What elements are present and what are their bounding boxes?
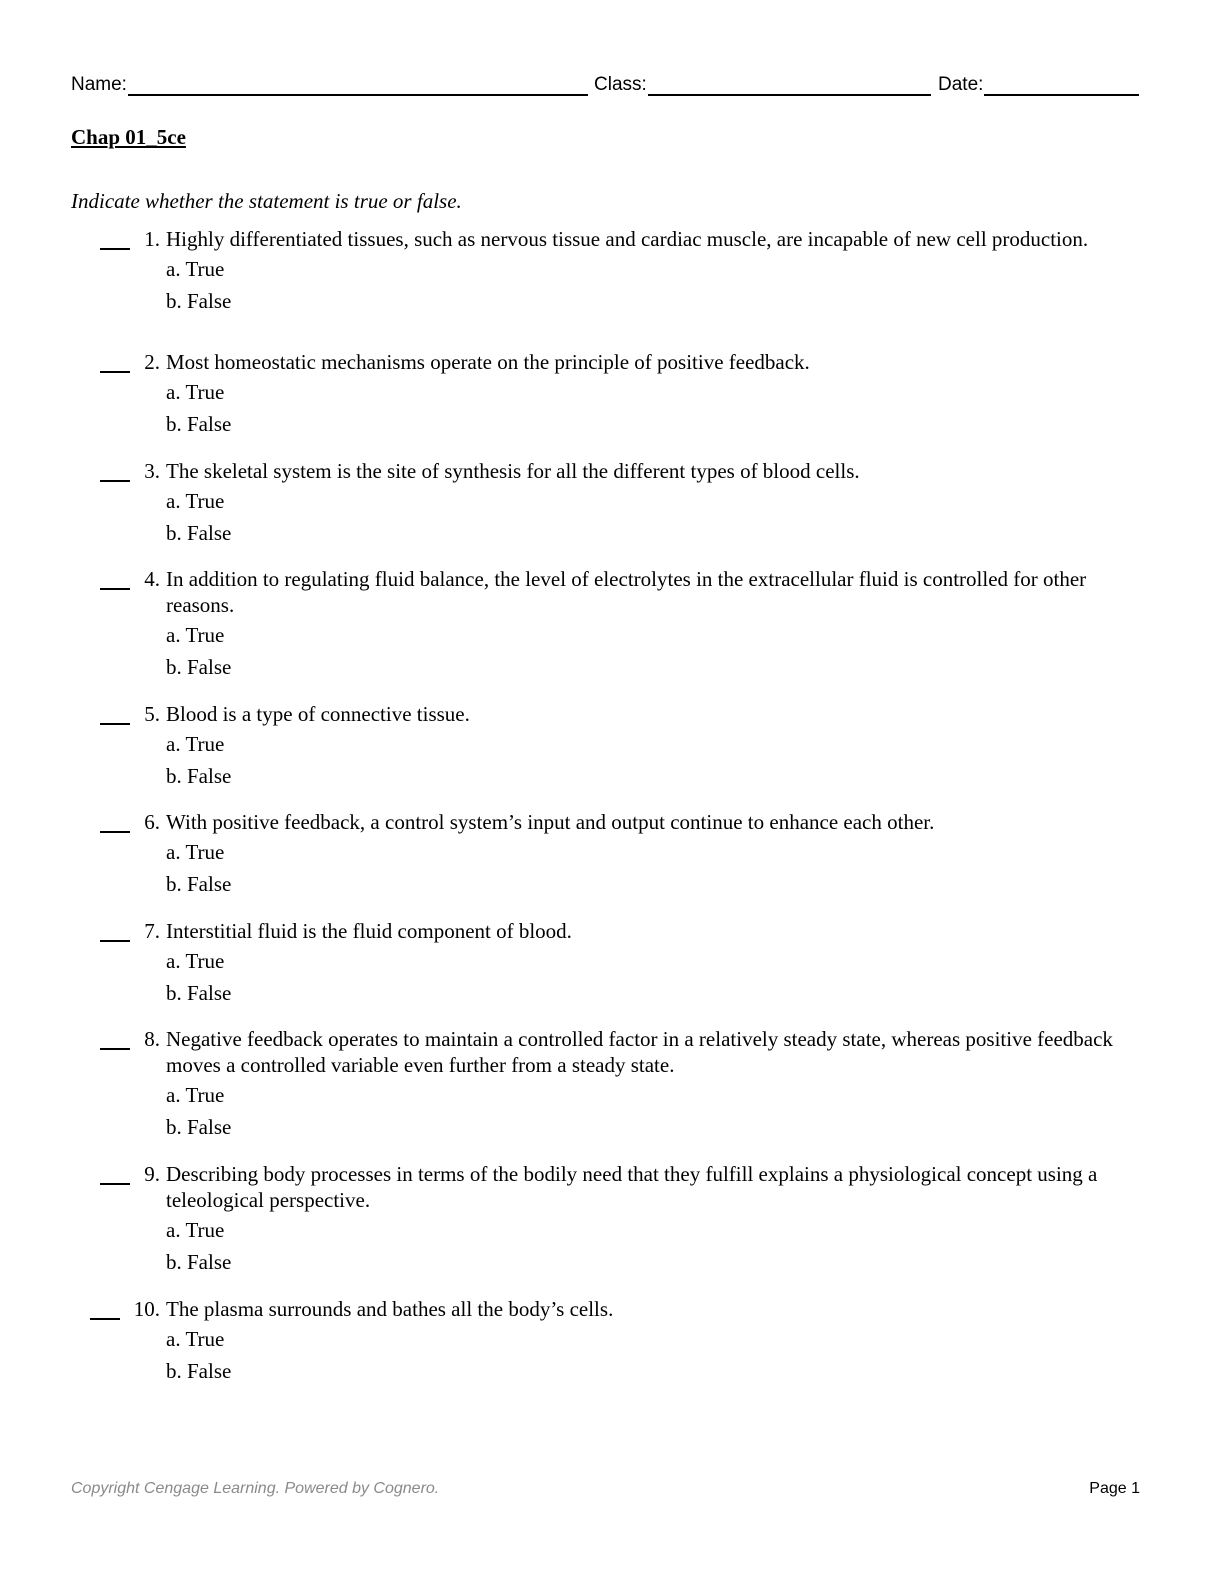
question-text: In addition to regulating fluid balance, the level of electrolytes in the extracellular fluid is controlled for other reasons. — [166, 567, 1087, 617]
choice-true: a. True — [166, 257, 225, 281]
choice-false: b. False — [166, 289, 232, 313]
copyright-notice: Copyright Cengage Learning. Powered by Cognero. — [71, 1480, 440, 1497]
question-number: 4. — [144, 567, 160, 591]
question-text: Blood is a type of connective tissue. — [166, 702, 470, 726]
class-blank[interactable] — [648, 72, 931, 96]
choice-false: b. False — [166, 764, 232, 788]
choice-true: a. True — [166, 489, 225, 513]
choice-true: a. True — [166, 1327, 225, 1351]
question-number: 9. — [144, 1162, 160, 1186]
question-number: 3. — [144, 459, 160, 483]
name-label: Name: — [71, 74, 127, 95]
question-text: With positive feedback, a control system’s input and output continue to enhance each other. — [166, 810, 935, 834]
instructions: Indicate whether the statement is true or false. — [71, 189, 462, 213]
question-number: 5. — [144, 702, 160, 726]
choice-true: a. True — [166, 1083, 225, 1107]
name-blank[interactable] — [128, 72, 588, 96]
choice-false: b. False — [166, 412, 232, 436]
class-label: Class: — [594, 74, 647, 95]
question-text: The skeletal system is the site of synthesis for all the different types of blood cells. — [166, 459, 860, 483]
choice-true: a. True — [166, 949, 225, 973]
choice-true: a. True — [166, 840, 225, 864]
choice-true: a. True — [166, 1218, 225, 1242]
date-blank[interactable] — [984, 72, 1139, 96]
question-text: Highly differentiated tissues, such as nervous tissue and cardiac muscle, are incapable of new cell production. — [166, 227, 1089, 251]
choice-false: b. False — [166, 655, 232, 679]
name-field — [71, 72, 588, 96]
question-number: 1. — [144, 227, 160, 251]
question-text: Most homeostatic mechanisms operate on the principle of positive feedback. — [166, 350, 810, 374]
choice-false: b. False — [166, 521, 232, 545]
choice-true: a. True — [166, 732, 225, 756]
question-text: Interstitial fluid is the fluid component of blood. — [166, 919, 572, 943]
question-number: 8. — [144, 1027, 160, 1051]
question-text: The plasma surrounds and bathes all the body’s cells. — [166, 1297, 614, 1321]
question-number: 10. — [133, 1297, 160, 1321]
choice-false: b. False — [166, 981, 232, 1005]
question-number: 6. — [144, 810, 160, 834]
choice-false: b. False — [166, 1115, 232, 1139]
choice-false: b. False — [166, 1359, 232, 1383]
header-fields — [71, 72, 1141, 100]
date-label: Date: — [938, 74, 984, 95]
question-text: Describing body processes in terms of the bodily need that they fulfill explains a physiological concept using a teleological perspective. — [166, 1162, 1098, 1212]
choice-true: a. True — [166, 380, 225, 404]
date-field — [938, 72, 1139, 96]
choice-false: b. False — [166, 1250, 232, 1274]
question-number: 7. — [144, 919, 160, 943]
choice-false: b. False — [166, 872, 232, 896]
question-number: 2. — [144, 350, 160, 374]
choice-true: a. True — [166, 623, 225, 647]
class-field — [594, 72, 931, 96]
page-number: Page 1 — [1089, 1480, 1140, 1497]
document-title: Chap 01_5ce — [71, 125, 186, 149]
question-text: Negative feedback operates to maintain a controlled factor in a relatively steady state, whereas positive feedback moves a controlled variable even further from a steady state. — [166, 1027, 1113, 1077]
